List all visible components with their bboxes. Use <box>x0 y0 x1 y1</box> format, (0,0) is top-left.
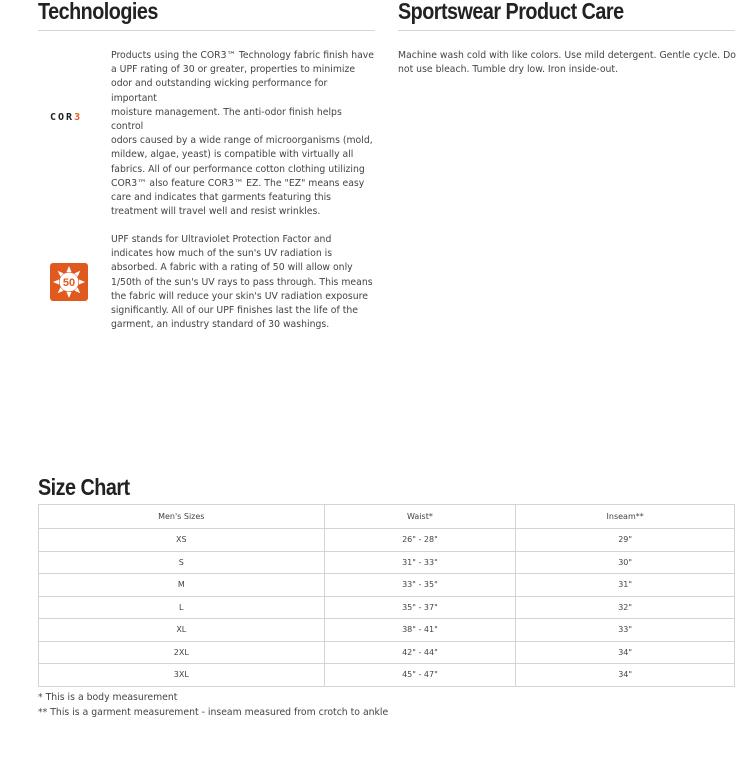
size-cell: L <box>39 596 325 619</box>
cor3-description: Products using the COR3™ Technology fabric finish have a UPF rating of 30 or greater, properties to minimize odor and outstanding wicking performance for important moisture management. The anti-odor finish helps control odors caused by a wide range of microorganisms (mold, mildew, algae, yeast) is compatible with virtually all fabrics. All of our performance cotton clothing utilizing COR3™ also feature COR3™ EZ. The "EZ" means easy care and indicates that garments featuring this treatment will travel well and resist wrinkles. <box>111 50 375 218</box>
size-chart-table <box>38 504 735 687</box>
garment-measurement-note: ** This is a garment measurement - inseam measured from crotch to ankle <box>38 707 389 718</box>
upf-50-sun-icon <box>50 263 88 301</box>
inseam-cell: 31" <box>516 574 735 597</box>
size-cell: XL <box>39 619 325 642</box>
column-header-waist: Waist* <box>324 505 516 529</box>
technologies-title: Technologies <box>38 0 158 24</box>
inseam-cell: 34" <box>516 664 735 687</box>
upf-badge-value: 50 <box>62 277 76 289</box>
waist-cell: 38" - 41" <box>324 619 516 642</box>
technologies-divider <box>38 30 375 31</box>
waist-cell: 33" - 35" <box>324 574 516 597</box>
inseam-cell: 30" <box>516 551 735 574</box>
table-row <box>39 529 735 552</box>
upf-description: UPF stands for Ultraviolet Protection Factor and indicates how much of the sun's UV radiation is absorbed. A fabric with a rating of 50 will allow only 1/50th of the sun's UV rays to pass through. This means the fabric will reduce your skin's UV radiation exposure significantly. All of our UPF finishes last the life of the garment, an industry standard of 30 washings. <box>111 234 373 331</box>
table-header-row <box>39 505 735 529</box>
table-row <box>39 619 735 642</box>
table-row <box>39 596 735 619</box>
waist-cell: 26" - 28" <box>324 529 516 552</box>
size-cell: M <box>39 574 325 597</box>
inseam-cell: 32" <box>516 596 735 619</box>
waist-cell: 45" - 47" <box>324 664 516 687</box>
body-measurement-note: * This is a body measurement <box>38 692 178 703</box>
size-cell: S <box>39 551 325 574</box>
product-care-title: Sportswear Product Care <box>398 0 624 24</box>
column-header-sizes: Men's Sizes <box>39 505 325 529</box>
table-row <box>39 641 735 664</box>
waist-cell: 31" - 33" <box>324 551 516 574</box>
size-cell: 2XL <box>39 641 325 664</box>
size-cell: XS <box>39 529 325 552</box>
table-row <box>39 551 735 574</box>
cor3-logo-icon: COR3 <box>50 112 83 123</box>
waist-cell: 35" - 37" <box>324 596 516 619</box>
inseam-cell: 33" <box>516 619 735 642</box>
product-care-divider <box>398 30 735 31</box>
product-care-instructions: Machine wash cold with like colors. Use mild detergent. Gentle cycle. Do not use bleach. Tumble dry low. Iron inside-out. <box>398 50 736 76</box>
inseam-cell: 29" <box>516 529 735 552</box>
size-chart-title: Size Chart <box>38 474 130 500</box>
table-row <box>39 664 735 687</box>
column-header-inseam: Inseam** <box>516 505 735 529</box>
size-cell: 3XL <box>39 664 325 687</box>
inseam-cell: 34" <box>516 641 735 664</box>
waist-cell: 42" - 44" <box>324 641 516 664</box>
table-row <box>39 574 735 597</box>
